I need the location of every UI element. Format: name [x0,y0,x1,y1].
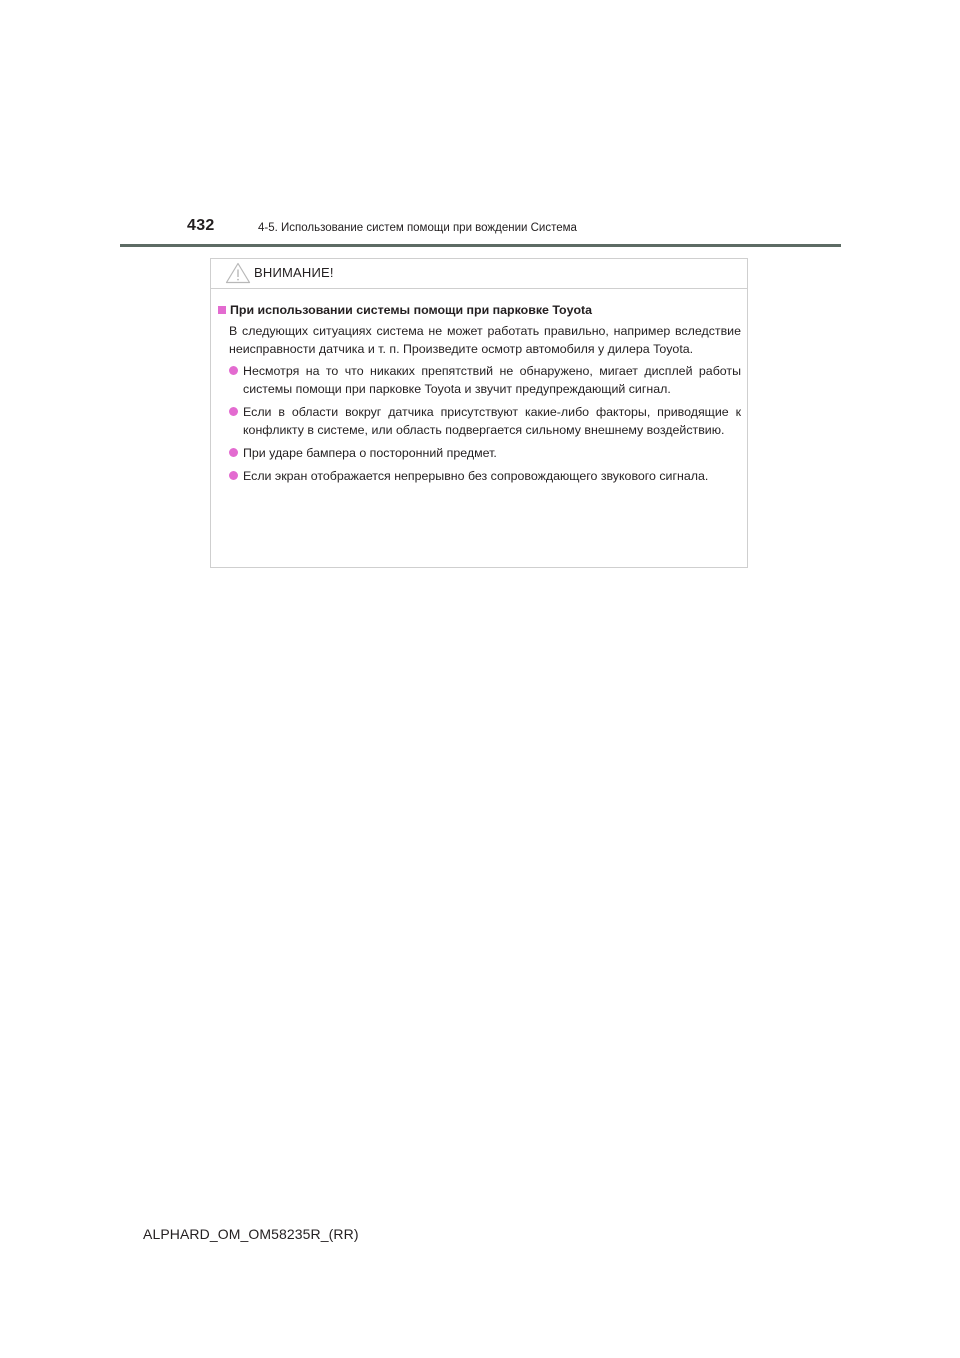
list-item-text: При ударе бампера о посторонний предмет. [243,446,497,460]
square-bullet-icon [218,306,226,314]
caution-header [211,259,747,289]
bullet-icon [229,471,238,480]
warning-triangle-icon [225,262,251,284]
list-item-text: Если экран отображается непрерывно без сопровождающего звукового сигнала. [243,469,709,483]
section-title: 4-5. Использование систем помощи при вождении Система [258,222,577,234]
bullet-icon [229,366,238,375]
list-item [218,403,741,439]
caution-box [210,258,748,568]
caution-body [211,289,747,485]
list-item [218,362,741,398]
caution-subheading [218,301,741,319]
bullet-icon [229,407,238,416]
list-item-text: Несмотря на то что никаких препятствий не обнаружено, мигает дисплей работы системы помощи при парковке Toyota и звучит предупреждающий сигнал. [243,364,741,396]
header-divider [120,244,841,247]
caution-title: ВНИМАНИЕ! [254,265,334,280]
caution-subheading-text: При использовании системы помощи при парковке Toyota [230,303,593,317]
list-item [218,467,741,485]
list-item [218,444,741,462]
page-number: 432 [187,217,215,234]
caution-intro: В следующих ситуациях система не может работать правильно, например вследствие неисправности датчика и т. п. Произведите осмотр автомобиля у дилера Toyota. [229,324,741,356]
document-code: ALPHARD_OM_OM58235R_(RR) [143,1226,359,1242]
bullet-icon [229,448,238,457]
list-item-text: Если в области вокруг датчика присутствуют какие-либо факторы, приводящие к конфликту в системе, или область подвергается сильному внешнему воздействию. [243,405,741,437]
